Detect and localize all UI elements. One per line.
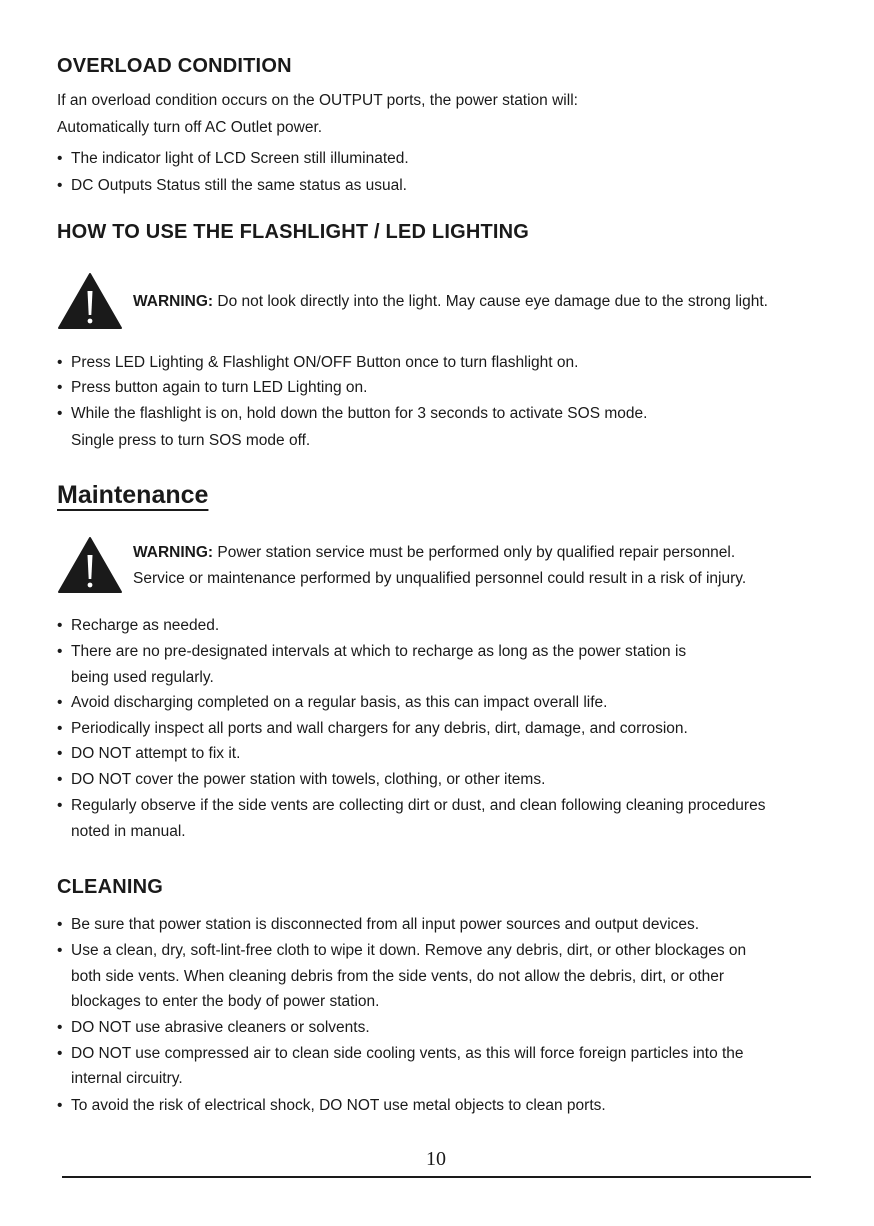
warning-text: Power station service must be performed only by qualified repair personnel.: [213, 544, 736, 561]
bullet-marker: •: [57, 150, 63, 167]
bullet-marker: •: [57, 1097, 63, 1114]
cleaning-bullet-2-cont-1: both side vents. When cleaning debris from the side vents, do not allow the debris, dirt, or other: [71, 968, 725, 985]
cleaning-bullet-2-cont-2: blockages to enter the body of power station.: [71, 993, 380, 1010]
warning-text: Do not look directly into the light. May cause eye damage due to the strong light.: [213, 293, 768, 310]
bullet-marker: •: [57, 405, 63, 422]
flashlight-warning: [133, 292, 768, 311]
overload-heading: OVERLOAD CONDITION: [57, 55, 292, 77]
cleaning-bullet-3: DO NOT use abrasive cleaners or solvents.: [71, 1019, 370, 1036]
cleaning-bullet-2: Use a clean, dry, soft-lint-free cloth to wipe it down. Remove any debris, dirt, or other blockages on: [71, 942, 747, 959]
maintenance-bullet-1: Recharge as needed.: [71, 617, 220, 634]
footer-rule: [62, 1176, 811, 1178]
bullet-marker: •: [57, 1045, 63, 1062]
bullet-marker: •: [57, 617, 63, 634]
warning-label: WARNING:: [133, 293, 214, 310]
bullet-marker: •: [57, 916, 63, 933]
bullet-marker: •: [57, 379, 63, 396]
maintenance-heading: Maintenance: [57, 481, 209, 509]
flashlight-bullet-3-cont: Single press to turn SOS mode off.: [71, 432, 311, 449]
bullet-marker: •: [57, 177, 63, 194]
maintenance-bullet-3: Avoid discharging completed on a regular basis, as this can impact overall life.: [71, 694, 608, 711]
bullet-marker: •: [57, 745, 63, 762]
maintenance-bullet-2-cont: being used regularly.: [71, 669, 214, 686]
overload-bullet-2: DC Outputs Status still the same status as usual.: [71, 177, 407, 194]
bullet-marker: •: [57, 643, 63, 660]
bullet-marker: •: [57, 942, 63, 959]
page-number: 10: [426, 1148, 446, 1170]
warning-triangle-icon: [57, 272, 123, 330]
maintenance-bullet-7: Regularly observe if the side vents are collecting dirt or dust, and clean following cleaning procedures: [71, 797, 766, 814]
cleaning-bullet-5: To avoid the risk of electrical shock, DO NOT use metal objects to clean ports.: [71, 1097, 606, 1114]
overload-bullet-1: The indicator light of LCD Screen still illuminated.: [71, 150, 409, 167]
flashlight-heading: HOW TO USE THE FLASHLIGHT / LED LIGHTING: [57, 221, 530, 243]
cleaning-bullet-4-cont: internal circuitry.: [71, 1070, 183, 1087]
bullet-marker: •: [57, 771, 63, 788]
maintenance-warning-2: Service or maintenance performed by unqualified personnel could result in a risk of injury.: [133, 570, 747, 587]
maintenance-bullet-2: There are no pre-designated intervals at which to recharge as long as the power station is: [71, 643, 687, 660]
cleaning-bullet-4: DO NOT use compressed air to clean side cooling vents, as this will force foreign particles into the: [71, 1045, 744, 1062]
maintenance-bullet-4: Periodically inspect all ports and wall chargers for any debris, dirt, damage, and corrosion.: [71, 720, 688, 737]
bullet-marker: •: [57, 797, 63, 814]
cleaning-bullet-1: Be sure that power station is disconnected from all input power sources and output devices.: [71, 916, 700, 933]
warning-label: WARNING:: [133, 544, 214, 561]
overload-intro-1: If an overload condition occurs on the OUTPUT ports, the power station will:: [57, 92, 578, 109]
maintenance-bullet-7-cont: noted in manual.: [71, 823, 186, 840]
bullet-marker: •: [57, 354, 63, 371]
bullet-marker: •: [57, 694, 63, 711]
flashlight-bullet-3: While the flashlight is on, hold down the button for 3 seconds to activate SOS mode.: [71, 405, 648, 422]
flashlight-bullet-2: Press button again to turn LED Lighting on.: [71, 379, 368, 396]
overload-intro-2: Automatically turn off AC Outlet power.: [57, 119, 323, 136]
maintenance-bullet-5: DO NOT attempt to fix it.: [71, 745, 241, 762]
warning-triangle-icon: [57, 536, 123, 594]
cleaning-heading: CLEANING: [57, 876, 164, 898]
flashlight-bullet-1: Press LED Lighting & Flashlight ON/OFF Button once to turn flashlight on.: [71, 354, 579, 371]
maintenance-bullet-6: DO NOT cover the power station with towels, clothing, or other items.: [71, 771, 546, 788]
maintenance-warning-1: [133, 543, 735, 562]
bullet-marker: •: [57, 720, 63, 737]
bullet-marker: •: [57, 1019, 63, 1036]
